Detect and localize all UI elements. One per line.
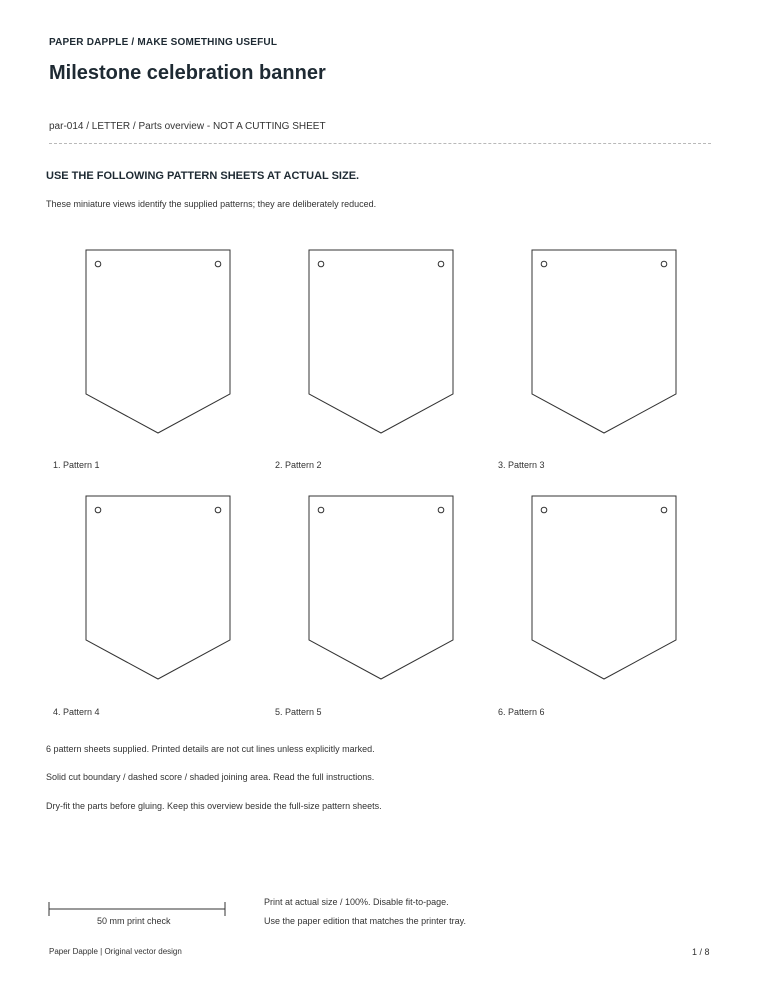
pattern-caption-1: 1. Pattern 1 [53,460,100,470]
pattern-caption-6: 6. Pattern 6 [498,707,545,717]
note-sheets: 6 pattern sheets supplied. Printed details are not cut lines unless explicitly marked. [46,744,375,754]
hanging-hole [541,507,547,513]
pennant-outline [530,494,680,684]
pennant-outline [84,248,234,438]
hanging-hole [318,261,324,267]
section-intro: These miniature views identify the supplied patterns; they are deliberately reduced. [46,199,377,209]
pattern-thumbnail-4 [84,494,234,684]
pattern-thumbnail-2 [307,248,457,438]
note-dry-fit: Dry-fit the parts before gluing. Keep this overview beside the full-size pattern sheets. [46,801,382,811]
scale-label: 50 mm print check [97,916,171,926]
pattern-caption-2: 2. Pattern 2 [275,460,322,470]
hanging-hole [215,507,221,513]
pattern-thumbnail-1 [84,248,234,438]
print-instruction: Print at actual size / 100%. Disable fit-to-page. [264,897,449,907]
hanging-hole [215,261,221,267]
pennant-outline [530,248,680,438]
hanging-hole [95,507,101,513]
note-legend: Solid cut boundary / dashed score / shaded joining area. Read the full instructions. [46,772,375,782]
page-number: 1 / 8 [692,947,710,957]
paper-instruction: Use the paper edition that matches the printer tray. [264,916,466,926]
page-title: Milestone celebration banner [49,62,326,84]
pattern-caption-5: 5. Pattern 5 [275,707,322,717]
pattern-caption-3: 3. Pattern 3 [498,460,545,470]
hanging-hole [541,261,547,267]
pattern-thumbnail-3 [530,248,680,438]
pennant-outline [84,494,234,684]
hanging-hole [661,261,667,267]
hanging-hole [438,507,444,513]
pattern-thumbnail-6 [530,494,680,684]
footer-credit: Paper Dapple | Original vector design [49,947,182,956]
dashed-divider [49,143,711,144]
hanging-hole [318,507,324,513]
pennant-outline [307,494,457,684]
pattern-thumbnail-5 [307,494,457,684]
hanging-hole [661,507,667,513]
section-heading: USE THE FOLLOWING PATTERN SHEETS AT ACTUAL SIZE. [46,170,360,182]
hanging-hole [438,261,444,267]
brand-line: PAPER DAPPLE / MAKE SOMETHING USEFUL [49,37,278,48]
hanging-hole [95,261,101,267]
document-meta: par-014 / LETTER / Parts overview - NOT A CUTTING SHEET [49,121,326,132]
pennant-outline [307,248,457,438]
pattern-caption-4: 4. Pattern 4 [53,707,100,717]
